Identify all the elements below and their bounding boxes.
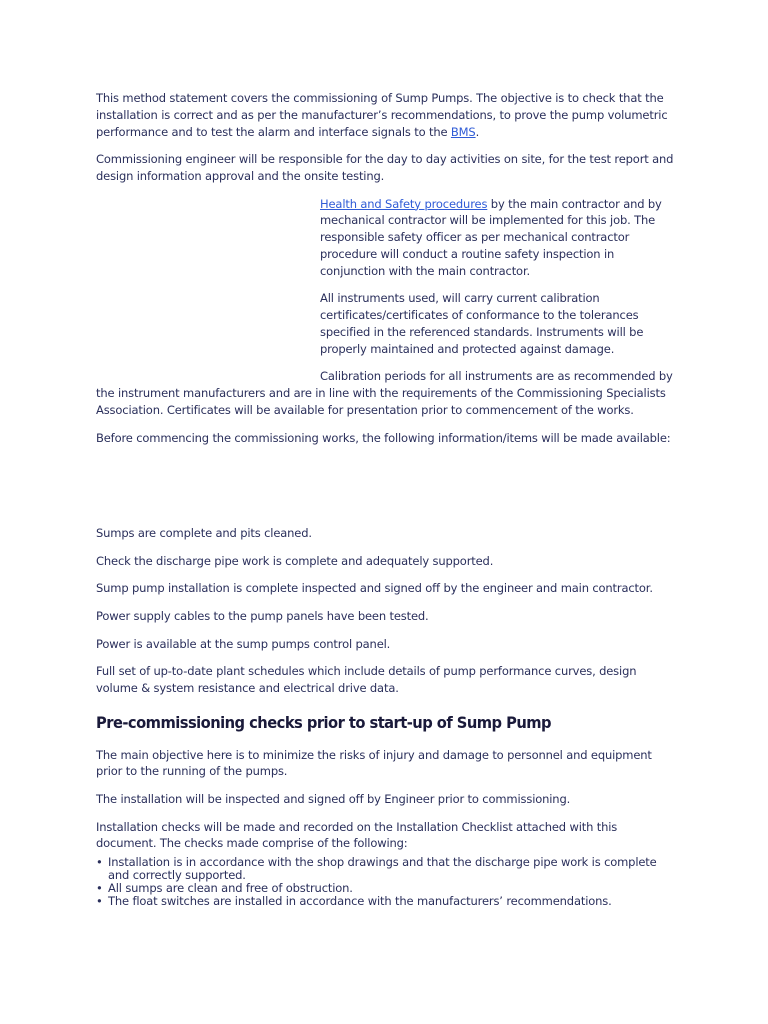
health-safety-link[interactable]: Health and Safety procedures	[320, 196, 488, 211]
list-item-text: All sumps are clean and free of obstruction.	[108, 881, 353, 896]
item-power-available: Power is available at the sump pumps control panel.	[96, 636, 391, 651]
item-installation: Sump pump installation is complete inspected and signed off by the engineer and main contractor.	[96, 581, 653, 596]
item-power-cables: Power supply cables to the pump panels have been tested.	[96, 608, 429, 623]
list-item-text: The float switches are installed in accordance with the manufacturers’ recommendations.	[108, 894, 612, 909]
calibration-text-first: Calibration periods for all instruments are as recommended by the	[96, 369, 673, 401]
bullet-icon: •	[96, 855, 103, 870]
list-item-text: Installation is in accordance with the shop drawings and that the discharge pipe work is complete and correctly supported.	[108, 855, 657, 883]
item-sumps: Sumps are complete and pits cleaned.	[96, 526, 312, 541]
calibration-text-rest: instrument manufacturers and are in line with the requirements of the Commissioning Specialists Association. Certificates will be available for presentation prior to commencement of the works.	[96, 386, 666, 417]
intro-paragraph	[96, 90, 676, 140]
instruments-paragraph: All instruments used, will carry current calibration certificates/certificates of conformance to the tolerances specified in the referenced standards. Instruments will be properly maintained and protected against damage.	[320, 291, 644, 356]
responsibility-paragraph: Commissioning engineer will be responsible for the day to day activities on site, for the test report and design information approval and the onsite testing.	[96, 152, 674, 183]
section-heading: Pre-commissioning checks prior to start-up of Sump Pump	[96, 712, 552, 732]
item-plant-schedules: Full set of up-to-date plant schedules which include details of pump performance curves, design volume & system resistance and electrical drive data.	[96, 664, 637, 695]
inspection-paragraph: The installation will be inspected and signed off by Engineer prior to commissioning.	[96, 792, 571, 807]
spacer	[96, 457, 676, 525]
intro-text: This method statement covers the commissioning of Sump Pumps. The objective is to check that the installation is correct and as per the manufacturer’s recommendations, to prove the pump volumetric performance and to test the alarm and interface signals to the	[96, 91, 668, 139]
bms-link[interactable]: BMS	[450, 124, 476, 139]
objective-paragraph: The main objective here is to minimize the risks of injury and damage to personnel and equipment prior to the running of the pumps.	[96, 747, 652, 779]
bullet-icon: •	[96, 894, 103, 909]
list-item	[96, 894, 676, 909]
health-safety-paragraph	[320, 196, 676, 280]
list-item	[96, 855, 676, 883]
item-discharge: Check the discharge pipe work is complete and adequately supported.	[96, 553, 494, 568]
intro-text-end: .	[475, 124, 480, 139]
calibration-paragraph	[96, 368, 676, 418]
document-body	[96, 90, 676, 908]
checks-list	[96, 856, 676, 908]
before-commencing-paragraph: Before commencing the commissioning works, the following information/items will be made available:	[96, 430, 671, 445]
health-safety-text: by the main contractor and by mechanical contractor will be implemented for this job. The responsible safety officer as per mechanical contractor procedure will conduct a routine safety inspection in conjunction with the main contractor.	[320, 196, 662, 278]
checklist-intro-paragraph: Installation checks will be made and recorded on the Installation Checklist attached with this document. The checks made comprise of the following:	[96, 819, 618, 851]
bullet-icon: •	[96, 881, 103, 896]
